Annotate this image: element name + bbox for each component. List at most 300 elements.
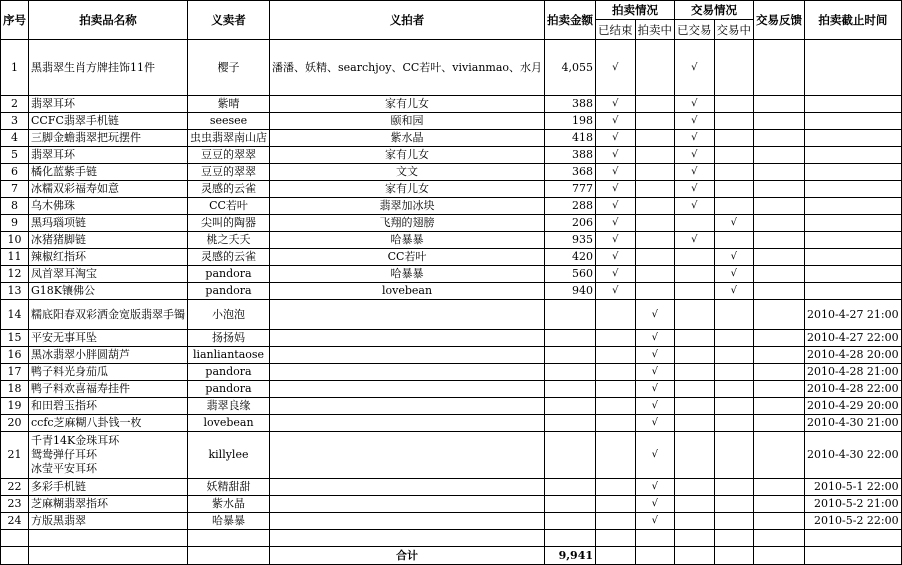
cell-amount [545,513,596,530]
cell-trade-ongoing: √ [714,215,754,232]
header-trade-status: 交易情况 [675,1,754,20]
cell-seller: 樱子 [188,40,270,96]
cell-no: 17 [1,364,29,381]
cell-amount [545,347,596,364]
cell-seller: 虫虫翡翠南山店 [188,130,270,147]
cell-trade-done [675,432,715,479]
cell-auction-done [596,496,636,513]
table-row [1,364,902,381]
cell-item: 千青14K金珠耳环 鸳鸯弹仔耳环 冰莹平安耳环 [29,432,188,479]
cell-trade-ongoing [714,381,754,398]
cell-feedback [754,249,805,266]
cell-amount [545,415,596,432]
cell-deadline [805,147,902,164]
cell-item: 芝麻糊翡翠指环 [29,496,188,513]
cell-auction-done: √ [596,130,636,147]
cell-auction-done: √ [596,249,636,266]
cell-amount: 368 [545,164,596,181]
cell-feedback [754,198,805,215]
cell-trade-ongoing [714,415,754,432]
cell-trade-ongoing [714,432,754,479]
cell-bidder: 哈暴暴 [270,266,545,283]
cell-feedback [754,496,805,513]
cell-item: ccfc芝麻糊八卦钱一枚 [29,415,188,432]
cell-feedback [754,330,805,347]
cell-auction-done: √ [596,181,636,198]
cell-trade-ongoing [714,181,754,198]
cell-item: 鸭子料光身茄瓜 [29,364,188,381]
table-row [1,113,902,130]
cell-deadline [805,283,902,300]
cell-seller: 豆豆的翠翠 [188,164,270,181]
cell-amount [545,432,596,479]
cell-bidder: 文文 [270,164,545,181]
cell-trade-done: √ [675,96,715,113]
cell-trade-ongoing [714,479,754,496]
table-row [1,381,902,398]
header-auction-done: 已结束 [596,20,636,40]
table-row [1,479,902,496]
cell-auction-done: √ [596,96,636,113]
cell-bidder [270,347,545,364]
cell-feedback [754,347,805,364]
cell-no: 15 [1,330,29,347]
cell-deadline [805,266,902,283]
cell-no: 7 [1,181,29,198]
cell-item: 乌木佛珠 [29,198,188,215]
cell-auction-ongoing [635,232,675,249]
table-row [1,96,902,113]
cell-deadline: 2010-4-30 21:00 [805,415,902,432]
cell-amount [545,479,596,496]
cell-auction-done [596,364,636,381]
cell-no: 23 [1,496,29,513]
cell-seller: lovebean [188,415,270,432]
table-row [1,181,902,198]
cell-seller: 哈暴暴 [188,513,270,530]
table-row [1,215,902,232]
cell-item: 平安无事耳坠 [29,330,188,347]
table-row [1,283,902,300]
cell-item: 黑冰翡翠小胖圆葫芦 [29,347,188,364]
cell-trade-ongoing [714,398,754,415]
header-amount: 拍卖金额 [545,1,596,40]
cell-auction-ongoing: √ [635,513,675,530]
header-seller: 义卖者 [188,1,270,40]
cell-auction-ongoing: √ [635,330,675,347]
cell-auction-done [596,415,636,432]
cell-trade-done: √ [675,40,715,96]
cell-bidder [270,479,545,496]
cell-amount: 206 [545,215,596,232]
cell-feedback [754,96,805,113]
cell-feedback [754,147,805,164]
cell-auction-done: √ [596,232,636,249]
cell-trade-done: √ [675,181,715,198]
cell-amount: 418 [545,130,596,147]
cell-deadline: 2010-4-27 21:00 [805,300,902,330]
cell-feedback [754,283,805,300]
table-row [1,347,902,364]
cell-trade-done [675,496,715,513]
cell-item: 和田碧玉指环 [29,398,188,415]
cell-feedback [754,415,805,432]
cell-auction-ongoing [635,40,675,96]
cell-auction-done [596,513,636,530]
cell-trade-done [675,398,715,415]
cell-amount: 420 [545,249,596,266]
cell-bidder: 家有儿女 [270,96,545,113]
cell-auction-done: √ [596,266,636,283]
table-row [1,496,902,513]
table-row [1,130,902,147]
cell-deadline: 2010-4-28 22:00 [805,381,902,398]
cell-feedback [754,398,805,415]
cell-deadline [805,249,902,266]
cell-auction-ongoing: √ [635,415,675,432]
table-row [1,300,902,330]
cell-no: 3 [1,113,29,130]
cell-auction-done: √ [596,283,636,300]
cell-amount: 777 [545,181,596,198]
cell-bidder: 家有儿女 [270,147,545,164]
cell-feedback [754,113,805,130]
cell-item: 黑翡翠生肖方牌挂饰11件 [29,40,188,96]
cell-no: 8 [1,198,29,215]
cell-auction-ongoing [635,164,675,181]
cell-seller: 小泡泡 [188,300,270,330]
cell-no: 19 [1,398,29,415]
cell-item: G18K镶佛公 [29,283,188,300]
cell-no: 13 [1,283,29,300]
cell-trade-ongoing [714,496,754,513]
table-row [1,432,902,479]
cell-trade-ongoing: √ [714,249,754,266]
cell-deadline: 2010-4-29 20:00 [805,398,902,415]
cell-no: 20 [1,415,29,432]
cell-no: 4 [1,130,29,147]
cell-bidder: 家有儿女 [270,181,545,198]
table-row [1,513,902,530]
header-trade-done: 已交易 [675,20,715,40]
cell-auction-done: √ [596,147,636,164]
cell-trade-done: √ [675,198,715,215]
cell-trade-done [675,283,715,300]
table-row [1,147,902,164]
cell-trade-ongoing: √ [714,283,754,300]
cell-no: 1 [1,40,29,96]
cell-item: 冰糯双彩福寿如意 [29,181,188,198]
table-row [1,266,902,283]
cell-no: 9 [1,215,29,232]
cell-trade-done [675,479,715,496]
cell-no: 22 [1,479,29,496]
cell-bidder [270,398,545,415]
cell-deadline [805,96,902,113]
cell-auction-done [596,432,636,479]
cell-auction-ongoing [635,215,675,232]
header-deadline: 拍卖截止时间 [805,1,902,40]
cell-item: 翡翠耳环 [29,147,188,164]
cell-auction-ongoing: √ [635,479,675,496]
cell-deadline [805,130,902,147]
table-row [1,164,902,181]
cell-bidder: 颐和园 [270,113,545,130]
cell-auction-done: √ [596,164,636,181]
cell-seller: 尖叫的陶器 [188,215,270,232]
cell-trade-done [675,513,715,530]
table-row [1,198,902,215]
cell-auction-done: √ [596,198,636,215]
table-row [1,40,902,96]
table-row [1,232,902,249]
cell-no: 16 [1,347,29,364]
cell-item: 凤首翠耳淘宝 [29,266,188,283]
cell-trade-done [675,347,715,364]
cell-deadline [805,215,902,232]
cell-bidder [270,330,545,347]
cell-trade-done: √ [675,164,715,181]
cell-seller: 妖精甜甜 [188,479,270,496]
cell-item: 三脚金蟾翡翠把玩摆件 [29,130,188,147]
cell-feedback [754,181,805,198]
cell-bidder [270,513,545,530]
cell-auction-ongoing [635,147,675,164]
cell-no: 18 [1,381,29,398]
cell-auction-done [596,330,636,347]
cell-seller: lianliantaose [188,347,270,364]
cell-seller: 紫晴 [188,96,270,113]
header-auction-ongoing: 拍卖中 [635,20,675,40]
cell-trade-done [675,415,715,432]
cell-trade-done: √ [675,232,715,249]
cell-seller: CC若叶 [188,198,270,215]
cell-amount [545,398,596,415]
cell-trade-ongoing [714,513,754,530]
cell-feedback [754,40,805,96]
cell-seller: 桃之夭夭 [188,232,270,249]
cell-no: 12 [1,266,29,283]
cell-trade-done: √ [675,113,715,130]
total-row [1,547,902,565]
cell-amount: 940 [545,283,596,300]
cell-trade-done [675,266,715,283]
cell-trade-ongoing [714,96,754,113]
cell-seller: 灵感的云雀 [188,249,270,266]
cell-seller: pandora [188,364,270,381]
cell-feedback [754,513,805,530]
cell-item: 黑玛瑙项链 [29,215,188,232]
cell-item: 糯底阳春双彩洒金宽版翡翠手镯 [29,300,188,330]
cell-trade-ongoing [714,330,754,347]
cell-deadline: 2010-5-1 22:00 [805,479,902,496]
cell-feedback [754,381,805,398]
cell-trade-done [675,381,715,398]
cell-feedback [754,364,805,381]
cell-bidder [270,364,545,381]
cell-trade-done [675,300,715,330]
cell-auction-ongoing: √ [635,347,675,364]
cell-auction-ongoing [635,283,675,300]
cell-trade-ongoing [714,147,754,164]
cell-no: 21 [1,432,29,479]
cell-seller: pandora [188,283,270,300]
cell-amount: 935 [545,232,596,249]
cell-amount: 388 [545,147,596,164]
cell-amount: 4,055 [545,40,596,96]
cell-auction-done [596,479,636,496]
cell-feedback [754,130,805,147]
cell-bidder: CC若叶 [270,249,545,266]
cell-seller: killylee [188,432,270,479]
cell-auction-done [596,381,636,398]
cell-trade-ongoing [714,113,754,130]
cell-auction-ongoing: √ [635,432,675,479]
cell-seller: seesee [188,113,270,130]
cell-item: 方版黑翡翠 [29,513,188,530]
total-label: 合计 [270,547,545,565]
cell-bidder: 潘潘、妖精、searchjoy、CC若叶、vivianmao、水月 [270,40,545,96]
cell-auction-ongoing: √ [635,381,675,398]
cell-trade-ongoing [714,130,754,147]
cell-bidder [270,381,545,398]
cell-deadline [805,113,902,130]
cell-bidder: 哈暴暴 [270,232,545,249]
cell-bidder [270,415,545,432]
cell-auction-ongoing [635,198,675,215]
cell-seller: 紫水晶 [188,496,270,513]
cell-trade-done [675,249,715,266]
cell-auction-done [596,398,636,415]
cell-deadline: 2010-5-2 22:00 [805,513,902,530]
cell-amount: 560 [545,266,596,283]
cell-feedback [754,266,805,283]
cell-no: 10 [1,232,29,249]
cell-bidder: 翡翠加冰块 [270,198,545,215]
cell-seller: 扬扬妈 [188,330,270,347]
cell-feedback [754,215,805,232]
cell-amount [545,381,596,398]
cell-bidder: 飞翔的翅膀 [270,215,545,232]
cell-auction-ongoing: √ [635,398,675,415]
cell-item: 橘化蓝紫手链 [29,164,188,181]
cell-deadline [805,181,902,198]
cell-trade-ongoing [714,364,754,381]
cell-no: 5 [1,147,29,164]
cell-trade-ongoing [714,300,754,330]
cell-item: 翡翠耳环 [29,96,188,113]
cell-bidder [270,300,545,330]
cell-trade-ongoing [714,347,754,364]
cell-no: 2 [1,96,29,113]
header-item: 拍卖品名称 [29,1,188,40]
cell-amount [545,364,596,381]
cell-feedback [754,232,805,249]
table-body [1,40,902,530]
cell-amount [545,496,596,513]
cell-trade-done: √ [675,147,715,164]
cell-deadline: 2010-4-28 20:00 [805,347,902,364]
cell-seller: 灵感的云雀 [188,181,270,198]
table-row [1,415,902,432]
cell-item: 冰猪猪脚链 [29,232,188,249]
cell-deadline: 2010-4-28 21:00 [805,364,902,381]
cell-no: 6 [1,164,29,181]
cell-trade-done [675,215,715,232]
cell-seller: 翡翠良缘 [188,398,270,415]
cell-auction-done: √ [596,40,636,96]
cell-auction-ongoing [635,249,675,266]
cell-item: 辣椒红指环 [29,249,188,266]
cell-auction-done [596,347,636,364]
cell-seller: 豆豆的翠翠 [188,147,270,164]
cell-item: CCFC翡翠手机链 [29,113,188,130]
cell-deadline [805,40,902,96]
cell-auction-ongoing [635,96,675,113]
cell-auction-ongoing [635,181,675,198]
cell-seller: pandora [188,381,270,398]
cell-trade-ongoing [714,232,754,249]
cell-trade-done [675,364,715,381]
cell-trade-ongoing: √ [714,266,754,283]
cell-feedback [754,432,805,479]
cell-amount [545,300,596,330]
table-row [1,398,902,415]
table-row [1,249,902,266]
header-auction-status: 拍卖情况 [596,1,675,20]
header-bidder: 义拍者 [270,1,545,40]
header-no: 序号 [1,1,29,40]
cell-trade-done [675,330,715,347]
cell-deadline: 2010-4-27 22:00 [805,330,902,347]
cell-seller: pandora [188,266,270,283]
cell-amount: 198 [545,113,596,130]
cell-deadline [805,164,902,181]
cell-bidder [270,496,545,513]
cell-deadline [805,232,902,249]
cell-deadline: 2010-4-30 22:00 [805,432,902,479]
cell-item: 鸭子料欢喜福寿挂件 [29,381,188,398]
cell-auction-ongoing [635,113,675,130]
cell-deadline [805,198,902,215]
cell-bidder: lovebean [270,283,545,300]
cell-auction-done [596,300,636,330]
cell-trade-ongoing [714,40,754,96]
cell-amount: 388 [545,96,596,113]
cell-no: 14 [1,300,29,330]
cell-bidder: 紫水晶 [270,130,545,147]
cell-no: 24 [1,513,29,530]
total-amount: 9,941 [545,547,596,565]
table-row [1,330,902,347]
cell-amount [545,330,596,347]
cell-auction-done: √ [596,113,636,130]
cell-amount: 288 [545,198,596,215]
cell-feedback [754,479,805,496]
cell-auction-ongoing [635,130,675,147]
cell-auction-ongoing: √ [635,496,675,513]
cell-trade-ongoing [714,164,754,181]
cell-deadline: 2010-5-2 21:00 [805,496,902,513]
cell-auction-ongoing: √ [635,364,675,381]
cell-bidder [270,432,545,479]
blank-row [1,530,902,547]
cell-auction-ongoing [635,266,675,283]
cell-no: 11 [1,249,29,266]
cell-feedback [754,300,805,330]
cell-trade-ongoing [714,198,754,215]
cell-trade-done: √ [675,130,715,147]
